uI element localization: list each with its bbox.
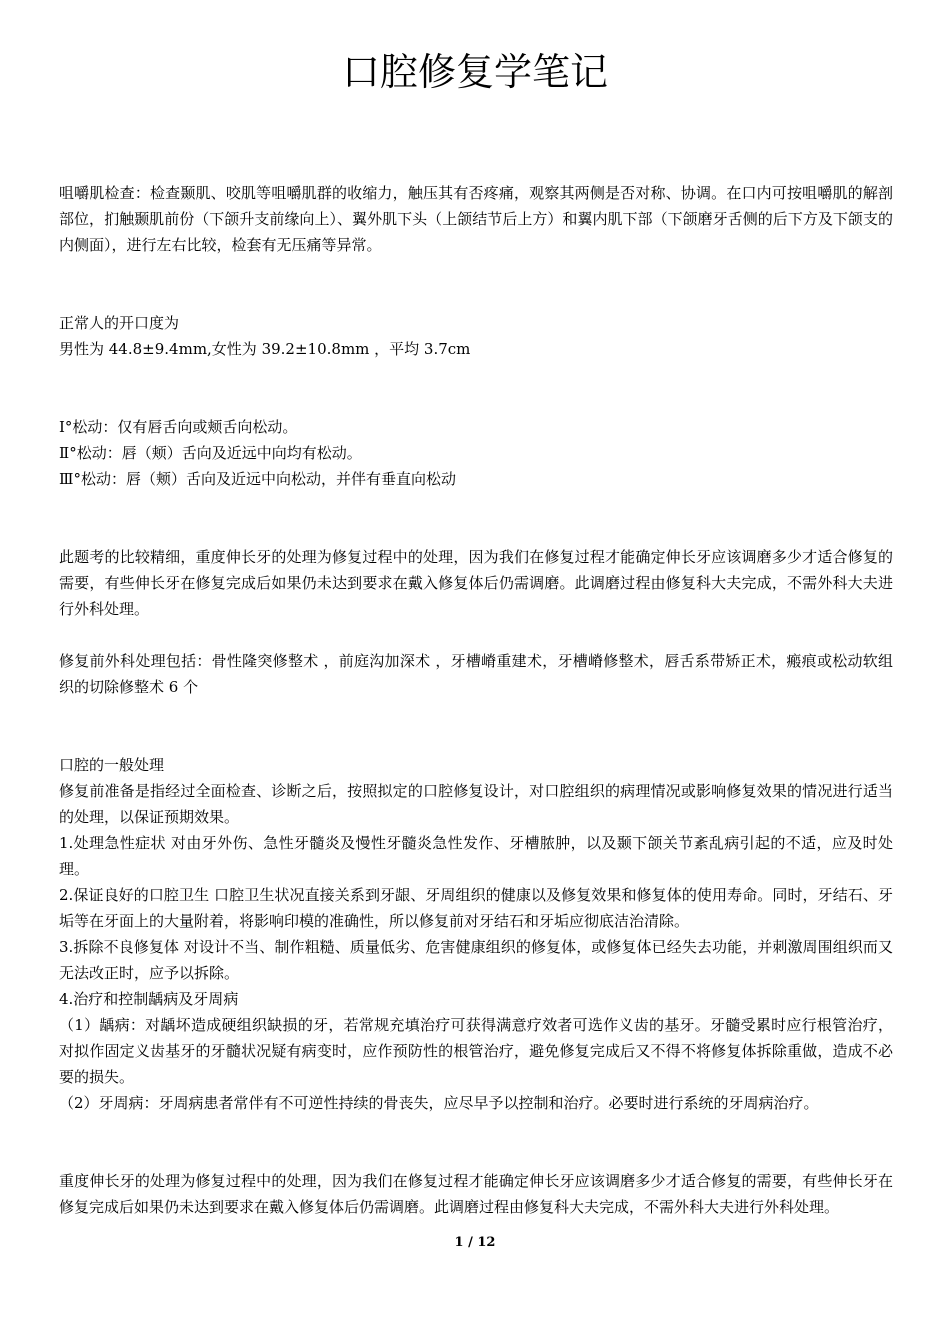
paragraph-mouth-opening-values: 男性为 44.8±9.4mm,女性为 39.2±10.8mm ，平均 3.7cm: [59, 340, 471, 358]
paragraph-preparation-definition: 修复前准备是指经过全面检查、诊断之后，按照拟定的口腔修复设计，对口腔组织的病理情况或影响修复效果的情况进行适当的处理，以保证预期效果。: [59, 782, 893, 826]
spacer: [59, 1116, 893, 1168]
paragraph-item-1: 1.处理急性症状 对由牙外伤、急性牙髓炎及慢性牙髓炎急性发作、牙槽脓肿，以及颞下颌关节紊乱病引起的不适，应及时处理。: [59, 834, 893, 878]
paragraph-item-3: 3.拆除不良修复体 对设计不当、制作粗糙、质量低劣、危害健康组织的修复体，或修复体已经失去功能，并刺激周围组织而又无法改正时，应予以拆除。: [59, 938, 893, 982]
paragraph-mobility-grade-3: Ⅲ°松动：唇（颊）舌向及近远中向松动，并伴有垂直向松动: [59, 470, 456, 488]
paragraph-item-4-caries: （1）龋病：对龋坏造成硬组织缺损的牙，若常规充填治疗可获得满意疗效者可选作义齿的基牙。牙髓受累时应行根管治疗，对拟作固定义齿基牙的牙髓状况疑有病变时，应作预防性的根管治疗，避免修复完成后又不得不将修复体拆除重做，造成不必要的损失。: [59, 1016, 893, 1086]
page-number: 1 / 12: [454, 1235, 496, 1250]
paragraph-masticatory-exam: 咀嚼肌检查：检查颞肌、咬肌等咀嚼肌群的收缩力，触压其有否疼痛，观察其两侧是否对称、协调。在口内可按咀嚼肌的解剖部位，扪触颞肌前份（下颌升支前缘向上）、翼外肌下头（上颌结节后上方）和翼内肌下部（下颌磨牙舌侧的后下方及下颌支的内侧面），进行左右比较，检套有无压痛等异常。: [59, 184, 893, 254]
paragraph-item-4: 4.治疗和控制龋病及牙周病: [59, 990, 239, 1008]
page-title: 口腔修复学笔记: [341, 50, 608, 94]
spacer: [59, 622, 893, 648]
paragraph-preprosthetic-surgery: 修复前外科处理包括：骨性隆突修整术 ，前庭沟加深术 ，牙槽嵴重建术，牙槽嵴修整术，唇舌系带矫正术，瘢痕或松动软组织的切除修整术 6 个: [59, 652, 893, 696]
spacer: [59, 492, 893, 544]
paragraph-extruded-tooth-summary: 重度伸长牙的处理为修复过程中的处理，因为我们在修复过程才能确定伸长牙应该调磨多少才适合修复的需要，有些伸长牙在修复完成后如果仍未达到要求在戴入修复体后仍需调磨。此调磨过程由修复科大夫完成，不需外科大夫进行外科处理。: [59, 1172, 893, 1216]
paragraph-extruded-tooth-note: 此题考的比较精细，重度伸长牙的处理为修复过程中的处理，因为我们在修复过程才能确定伸长牙应该调磨多少才适合修复的需要，有些伸长牙在修复完成后如果仍未达到要求在戴入修复体后仍需调磨。此调磨过程由修复科大夫完成，不需外科大夫进行外科处理。: [59, 548, 893, 618]
paragraph-mobility-grade-1: Ⅰ°松动：仅有唇舌向或颊舌向松动。: [59, 418, 298, 436]
spacer: [59, 700, 893, 752]
spacer: [59, 258, 893, 310]
document-body: [59, 180, 893, 1220]
paragraph-item-4-periodontal: （2）牙周病：牙周病患者常伴有不可逆性持续的骨丧失，应尽早予以控制和治疗。必要时进行系统的牙周病治疗。: [59, 1094, 819, 1112]
spacer: [59, 362, 893, 414]
paragraph-mobility-grade-2: Ⅱ°松动：唇（颊）舌向及近远中向均有松动。: [59, 444, 362, 462]
paragraph-general-treatment-heading: 口腔的一般处理: [59, 756, 165, 774]
paragraph-mouth-opening-heading: 正常人的开口度为: [59, 314, 180, 332]
paragraph-item-2: 2.保证良好的口腔卫生 口腔卫生状况直接关系到牙龈、牙周组织的健康以及修复效果和修复体的使用寿命。同时，牙结石、牙垢等在牙面上的大量附着，将影响印模的准确性，所以修复前对牙结石和牙垢应彻底洁治清除。: [59, 886, 893, 930]
